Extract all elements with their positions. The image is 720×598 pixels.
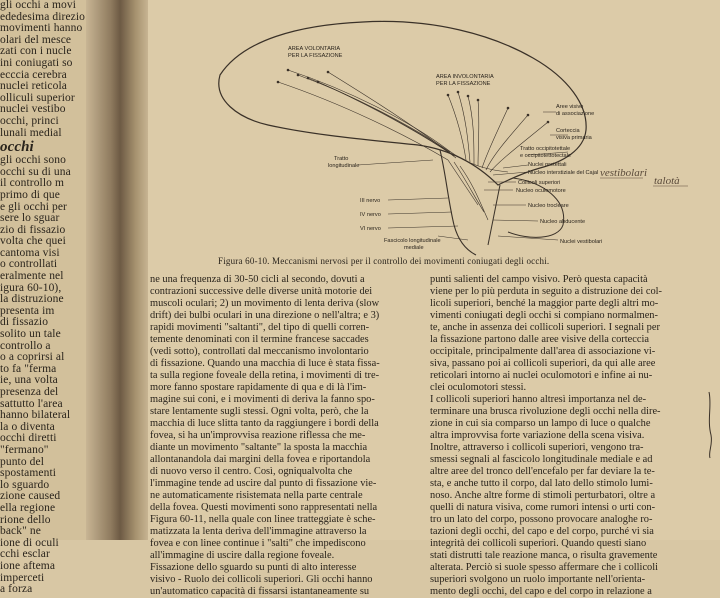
body-left-line: all'immagine di uscire dalla regione foveale. [150,550,335,561]
left-column-line: controllo a [0,339,51,352]
body-left-line: di nuovo verso il centro. Così, ogniqualvolta che [150,466,353,477]
left-column-line: zio di fissazio [0,223,66,236]
body-left-line: macchia di luce slitta tanto da raggiungere i bordi della [150,418,379,429]
brainstem-outline-front [440,150,476,255]
left-page-column [0,0,86,596]
svg-text:Nucleo interstiziale del Cajal [528,170,598,176]
body-column-right [430,274,704,598]
svg-text:VI nervo [360,226,381,232]
label-corteccia-2: visiva primaria [556,135,592,141]
left-column-line: sattutto l'area [0,397,63,410]
body-right-line: quelli di natura visiva, come rumori intensi o urti con- [430,502,656,513]
body-column-left [150,274,412,598]
body-left-line: (vedi sotto), controllati dal meccanismo involontario [150,346,369,357]
left-column-line: o a coprirsi al [0,351,65,364]
left-column-line: di fissazio [0,316,49,329]
body-right-line: tazioni degli occhi, del capo e del corpo, purché vi sia [430,526,654,537]
left-column-line: punto del [0,455,45,468]
left-column-line: ecccia cerebra [0,68,67,81]
label-nuclei-pretettali: Nuclei pretettali [528,162,567,168]
label-aree-visive-2: di associazione [556,111,595,117]
body-left-line: Figura 60-11, nella quale con linee tratteggiate è sche- [150,514,376,525]
left-column-line: lo sguardo [0,478,50,491]
left-column-line: cantoma visi [0,246,60,259]
left-column-line: o controllati [0,258,58,271]
body-left-line: temente denominati con il termine francese saccades [150,334,369,345]
left-column-line: il controllo m [0,177,65,190]
label-nervo-VI: VI nervo [360,226,381,232]
left-column-line: back" ne [0,525,41,538]
svg-text:longitudinale [328,163,359,169]
svg-text:e occipitotettotectale [520,153,571,159]
left-column-line: zati con i nucle [0,45,72,58]
label-nucleo-oculomotore: Nucleo oculomotore [516,188,566,194]
left-column-line: la distruzione [0,293,64,306]
label-nucleo-trocleare: Nucleo trocleare [528,203,569,209]
left-column-line: imperceti [0,571,45,584]
body-right-line: licoli superiori, benché la maggior parte degli altri mo- [430,298,659,309]
body-right-line: reticolari intorno ai nuclei oculomotori e infine ai nu- [430,370,653,381]
body-right-line: I collicoli superiori hanno altresì importanza nel de- [430,394,647,405]
body-right-line: noso. Anche altre forme di stimoli perturbatori, oltre a [430,490,656,501]
body-left-line: fovea, si ha un'improvvisa reazione riflessa che me- [150,430,366,441]
body-left-line: allontanandola dai margini della fovea e riportandola [150,454,371,465]
svg-text:AREA VOLONTARIA [288,46,340,52]
left-column-line: a forza [0,583,33,596]
label-tratto-occ-2: e occipitotettotectale [520,153,571,159]
body-left-line: ne una frequenza di 30-50 cicli al secondo, dovuti a [150,274,365,285]
left-column-line: occhi su di una [0,165,71,178]
svg-text:PER LA FISSAZIONE [436,81,491,87]
label-nucleo-abducente: Nucleo abducente [540,219,586,225]
body-right-line: punti salienti del campo visivo. Però questa capacità [430,274,648,285]
body-right-line: terminare una brusca rivoluzione degli occhi nella dire- [430,406,661,417]
book-gutter [86,0,148,540]
label-tratto-occ: Tratto occipitotettale [520,146,571,152]
brain-diagram [148,0,720,266]
body-right-line: occipitale, principalmente dall'area di associazione vi- [430,346,656,357]
body-left-line: diante un movimento "saltante" la sposta la macchia [150,442,368,453]
svg-text:AREA INVOLONTARIA [436,74,494,80]
body-left-line: magine sui coni, e i movimenti di deriva la fanno spo- [150,394,375,405]
left-column-line: eralmente nel [0,270,64,283]
svg-text:Tratto [334,156,348,162]
left-column-line: nuclei reticola [0,80,67,93]
margin-pencil-mark [703,390,717,460]
label-nervo-IV: IV nervo [360,212,381,218]
label-area-involontaria-2: PER LA FISSAZIONE [436,81,491,87]
label-tratto-long-2: longitudinale [328,163,360,169]
body-right-line: Inoltre, attraverso i collicoli superiori, vengono tra- [430,442,644,453]
left-column-line: presenza del [0,386,59,398]
body-left-line: more fanno spostare rapidamente di qua e di là l'im- [150,382,367,393]
body-left-line: fovea e con linee continue i "salti" che impediscono [150,538,366,549]
left-column-line: gli occhi sono [0,154,66,167]
body-right-line: clei oculomotori stessi. [430,382,527,393]
left-column-line: zione caused [0,490,61,503]
left-column-line: volta che quei [0,235,66,248]
handwritten-note-2: talotà [654,175,680,187]
body-left-line: ta sulla regione foveale della retina, i movimenti di tre- [150,370,380,381]
left-column-line: "fermano" [0,443,49,456]
left-column-line: gli occhi a movi [0,0,77,11]
body-right-line: altra improvvisa forte variazione della scena visiva. [430,430,645,441]
body-left-line: un'automatico capacità di fissarsi istantaneamente su [150,586,370,597]
body-right-line: siva, passano poi ai collicoli superiori, da qui alle aree [430,358,656,369]
body-left-line: ne automaticamente risistemata nella parte centrale [150,490,363,501]
body-left-line: stare lentamente sugli stessi. Ogni volta, però, che la [150,406,369,417]
body-right-line: la fissazione partono dalle aree visive della corteccia [430,334,649,345]
figure-60-10 [148,0,720,266]
left-column-line: e gli occhi per [0,200,67,213]
body-right-line: altre aree del tronco dell'encefalo per far deviare la te- [430,466,655,477]
svg-text:talotà [654,175,680,187]
body-left-line: rapidi movimenti "saltanti", del tipo di quelli corren- [150,322,370,333]
body-right-line: te, anche in assenza dei collicoli superiori. I segnali per [430,322,660,333]
figure-caption: Figura 60-10. Meccanismi nervosi per il controllo dei movimenti coniugati degli occhi. [218,256,550,266]
left-column-line: ie, una volta [0,374,58,387]
left-column-line: occhi [0,139,34,156]
left-column-line: to fa "ferma [0,362,57,375]
body-right-line: viene per lo più perduta in seguito a distruzione dei col- [430,286,662,297]
left-column-line: hanno bilateral [0,409,71,422]
left-column-line: ededesima direzio [0,10,86,23]
body-right-line: smessi segnali al fascicolo longitudinale mediale e ad [430,454,653,465]
svg-text:Fascicolo longitudinale [384,238,441,244]
svg-text:mediale [404,245,424,251]
label-fascicolo: Fascicolo longitudinale [384,238,441,244]
left-column-line: occhi diretti [0,432,57,445]
svg-text:PER LA FISSAZIONE [288,53,343,59]
body-right-line: mento degli occhi, del capo e del corpo in relazione a [430,586,652,597]
left-column-line: cchi esclar [0,548,50,561]
svg-text:visiva primaria [556,135,593,141]
body-right-line: superiori svolgono un ruolo importante nell'orienta- [430,574,646,585]
left-column-line: igura 60-10), [0,281,62,294]
label-area-volontaria-2: PER LA FISSAZIONE [288,53,343,59]
label-nervo-III: III nervo [360,198,381,204]
body-left-line: l'immagine tende ad uscire dal punto di fissazione vie- [150,478,377,489]
body-left-line: di fissazione. Quando una macchia di luce è stata fissa- [150,358,380,369]
left-column-line: movimenti hanno [0,22,83,35]
left-column-line: primo di que [0,188,60,201]
label-area-volontaria: AREA VOLONTARIA [288,46,341,52]
label-collicoli: Collicoli superiori [518,180,561,186]
body-right-line: stati distrutti tale reazione manca, o risulta gravemente [430,550,658,561]
label-aree-visive: Aree visive [556,104,584,110]
svg-text:Nucleo trocleare [528,203,569,209]
label-corteccia: Corteccia [556,128,580,134]
right-page [148,0,720,597]
svg-text:Nuclei vestibolari [560,239,602,245]
svg-text:Tratto occipitotettale [520,146,570,152]
left-column-line: solito un tale [0,328,61,341]
body-right-line: integrità dei collicoli superiori. Quando questi siano [430,538,647,549]
left-column-line: sere lo sguar [0,212,60,225]
brain-outline [219,21,586,185]
body-right-line: alterata. Perciò si suole spesso affermare che i collicoli [430,562,659,573]
tract-dots [277,69,550,124]
svg-text:Collicoli superiori [518,180,560,186]
svg-text:di associazione [556,111,594,117]
label-nuclei-vestibolari: Nuclei vestibolari [560,239,603,245]
label-tratto-long: Tratto [334,156,349,162]
body-right-line: tro un lato del corpo, possono provocare analoghe ro- [430,514,653,525]
left-column-line: nuclei vestibo [0,103,66,116]
left-column-line: presenta im [0,304,55,317]
svg-text:Corteccia [556,128,581,134]
left-column-line: lunali medial [0,126,62,139]
left-column-line: spostamenti [0,467,57,480]
svg-text:IV nervo [360,212,381,218]
left-column-line: rione dello [0,513,51,526]
body-left-line: matizzata la lenta deriva dell'immagine attraverso la [150,526,367,537]
label-fascicolo-2: mediale [404,245,424,251]
left-column-line: ione di oculi [0,536,59,549]
left-column-line: la o diventa [0,420,55,433]
body-left-line: Fissazione dello sguardo su punti di alto interesse [150,562,357,573]
left-column-line: olliculi superior [0,91,75,104]
left-column-line: olari del mesce [0,33,72,46]
body-right-line: sta, e anche tutto il corpo, dal lato dello stimolo lumi- [430,478,653,489]
svg-text:Nucleo oculomotore [516,188,566,194]
body-left-line: muscoli oculari; 2) un movimento di lenta deriva (slow [150,298,380,309]
body-left-line: della fovea. Questi movimenti sono rappresentati nella [150,502,378,513]
body-right-line: vimenti coniugati degli occhi si compiano normalmen- [430,310,658,321]
svg-text:Nuclei pretettali [528,162,567,168]
body-left-line: contrazioni successive delle diverse unità motorie dei [150,286,373,297]
svg-text:III nervo [360,198,380,204]
label-area-involontaria: AREA INVOLONTARIA [436,74,494,80]
left-column-line: ini coniugati so [0,56,73,69]
svg-text:Aree visive [556,104,583,110]
body-left-line: visivo - Ruolo dei collicoli superiori. Gli occhi hanno [150,574,373,585]
label-nucleo-interstiziale: Nucleo interstiziale del Cajal [528,170,599,176]
svg-text:vestibolari [600,167,647,179]
left-column-line: occhi, princi [0,114,59,127]
svg-text:Nucleo abducente [540,219,585,225]
body-left-line: drift) dei bulbi oculari in una direzione o nell'altra; e 3) [150,310,380,321]
handwritten-note-1: vestibolari [600,167,648,179]
left-column-line: ione aftema [0,559,56,572]
left-column-line: ella regione [0,501,56,514]
body-right-line: zione in cui sia comparso un lampo di luce o qualche [430,418,651,429]
